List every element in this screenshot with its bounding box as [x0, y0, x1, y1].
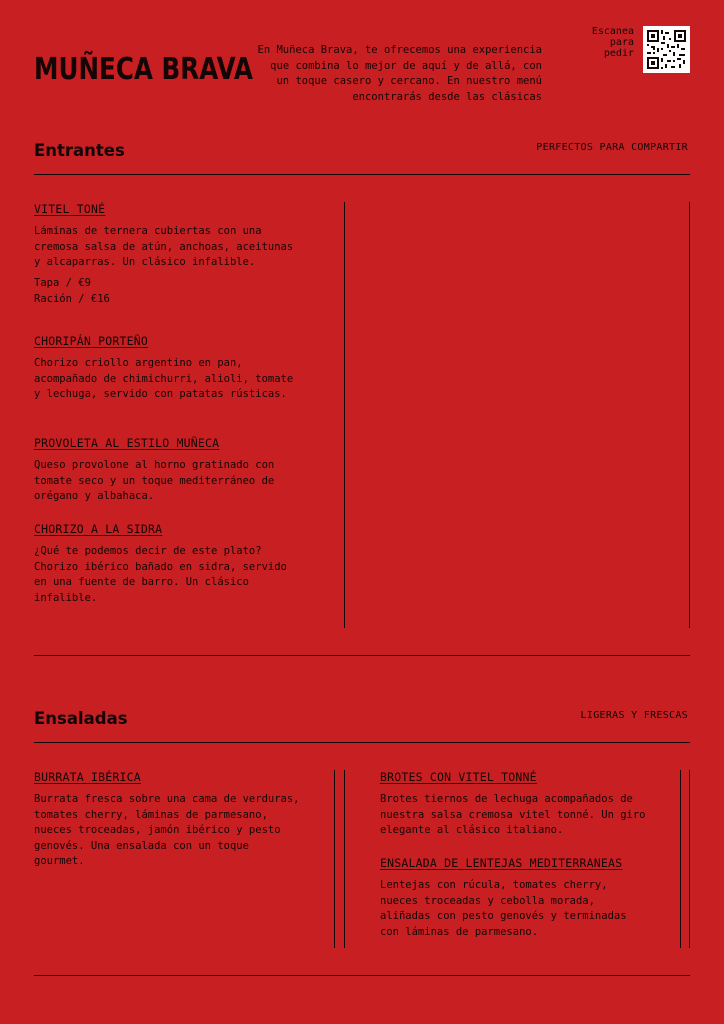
dish-description: ¿Qué te podemos decir de este plato? Chorizo ibérico bañado en sidra, servido en una fuente de barro. Un clásico infalible. [34, 545, 287, 604]
section-title-ensaladas: Ensaladas [34, 709, 128, 728]
dish-name: BROTES CON VITEL TONNÉ [380, 770, 537, 784]
dish-name: ENSALADA DE LENTEJAS MEDITERRANEAS [380, 856, 623, 870]
column-divider [344, 202, 345, 628]
dish-description: Queso provolone al horno gratinado con tomate seco y un toque mediterráneo de orégano y albahaca. [34, 459, 275, 502]
dish-vitel-tone [34, 202, 304, 308]
qr-code-icon [643, 26, 690, 73]
intro-text: En Muñeca Brava, te ofrecemos una experiencia que combina lo mejor de aquí y de allá, con un toque casero y cercano. En nuestro menú encontrarás desde las clásicas [257, 44, 542, 103]
dish-description: Chorizo criollo argentino en pan, acompañado de chimichurri, alioli, tomate y lechuga, servido con patatas rústicas. [34, 357, 294, 400]
column-divider [680, 770, 681, 948]
dish-chorizo-sidra [34, 522, 304, 606]
column-divider [344, 770, 345, 948]
dish-name: VITEL TONÉ [34, 202, 106, 216]
section-subtitle-ensaladas: LIGERAS Y FRESCAS [580, 710, 688, 721]
qr-label-line-3: pedir [603, 48, 634, 59]
qr-label-line-2: para [609, 37, 634, 48]
qr-label-line-1: Escanea [591, 26, 634, 37]
column-divider [334, 770, 335, 948]
qr-code[interactable] [643, 26, 690, 73]
section-title-entrantes: Entrantes [34, 141, 125, 160]
dish-name: CHORIZO A LA SIDRA [34, 522, 163, 536]
dish-provoleta [34, 436, 304, 505]
dish-lentejas [380, 856, 650, 940]
dish-price-tapa: Tapa / €9 [34, 276, 91, 289]
column-divider [689, 202, 690, 628]
divider [34, 975, 690, 976]
section-subtitle-entrantes: PERFECTOS PARA COMPARTIR [536, 142, 688, 153]
dish-price-racion: Ración / €16 [34, 293, 110, 305]
dish-description: Brotes tiernos de lechuga acompañados de nuestra salsa cremosa vitel tonné. Un giro elegante al clásico italiano. [380, 793, 646, 836]
dish-burrata [34, 770, 304, 870]
column-divider [689, 770, 690, 948]
dish-name: CHORIPÁN PORTEÑO [34, 334, 148, 348]
dish-description: Láminas de ternera cubiertas con una cremosa salsa de atún, anchoas, aceitunas y alcaparras. Un clásico infalible. [34, 225, 294, 268]
qr-label [586, 26, 634, 59]
dish-name: PROVOLETA AL ESTILO MUÑECA [34, 436, 220, 450]
divider [34, 655, 690, 656]
dish-choripan [34, 334, 304, 403]
divider [34, 174, 690, 175]
divider [34, 742, 690, 743]
dish-description: Lentejas con rúcula, tomates cherry, nueces troceadas y cebolla morada, aliñadas con pesto genovés y terminadas con láminas de parmesano. [380, 879, 627, 938]
dish-name: BURRATA IBÉRICA [34, 770, 141, 784]
dish-description: Burrata fresca sobre una cama de verduras, tomates cherry, láminas de parmesano, nueces troceadas, jamón ibérico y pesto genovés. Una ensalada con un toque gourmet. [34, 793, 300, 867]
dish-brotes [380, 770, 650, 839]
brand-logo: MUÑECA BRAVA [34, 52, 253, 87]
